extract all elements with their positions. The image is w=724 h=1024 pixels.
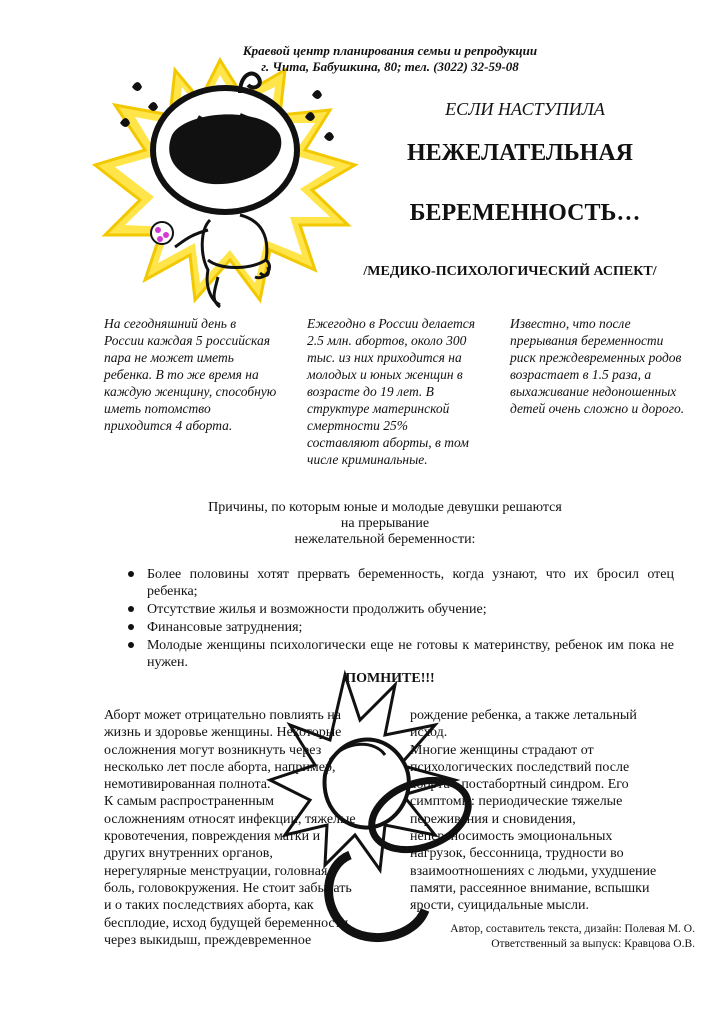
text-line: бесплодие, исход будущей беременности [104,915,349,931]
text-line: К самым распространенным [104,794,275,810]
text-line: жизнь и здоровье женщины. Некоторые [104,725,342,741]
remember-heading: ПОМНИТЕ!!! [345,671,435,686]
title-line-2: БЕРЕМЕННОСТЬ… [409,200,641,226]
list-item: Финансовые затруднения; [124,619,674,636]
bullet-icon [128,624,134,630]
credits [405,922,695,952]
bullet-icon [128,642,134,648]
reasons-heading-line-1: Причины, по которым юные и молодые девушки решаются [208,500,562,515]
bullet-icon [128,571,134,577]
text-line: рождение ребенка, а также летальный [410,708,637,723]
credits-author: Автор, составитель текста, дизайн: Полевая М. О. [450,923,695,935]
text-line: ярости, суицидальные мысли. [410,898,590,914]
list-item: Более половины хотят прервать беременность, когда узнают, что их бросил отец ребенка; [124,566,674,600]
fact-column-1: На сегодняшний день в России каждая 5 российская пара не может иметь ребенка. В то же время на каждую женщину, способную иметь потомство приходится 4 аборта. [104,316,277,433]
bullet-icon [128,606,134,612]
text-line: аборта - постабортный синдром. Его [410,777,629,793]
text-line: Аборт может отрицательно повлиять на [104,708,341,723]
text-line: кровотечения, повреждения матки и [104,829,321,845]
reasons-heading-line-2: на прерывание [340,516,430,531]
reasons-heading [130,500,640,548]
title-pre: ЕСЛИ НАСТУПИЛА [445,99,605,119]
complications-left-column [104,707,366,949]
complications-right-column [410,707,675,915]
clinic-name: Краевой центр планирования семьи и репродукции [242,43,538,58]
text-line: осложнения могут возникнуть через [104,742,322,758]
reasons-heading-line-3: нежелательной беременности: [294,532,476,547]
fact-column-3: Известно, что после прерывания беременности риск преждевременных родов возрастает в 1.5 раза, а выхаживание недоношенных детей очень сложно и дорого. [510,316,685,416]
credits-responsible: Ответственный за выпуск: Кравцова О.В. [491,938,695,950]
text-line: осложнениям относят инфекции, тяжелые [104,811,356,827]
clinic-header [180,43,600,75]
text-line: других внутренних органов, [104,846,273,862]
text-line: и о таких последствиях аборта, как [104,898,314,914]
text-line: переживания и сновидения, [410,811,576,827]
text-line: памяти, рассеянное внимание, вспышки [410,880,650,896]
text-line: несколько лет после аборта, например, [104,759,336,775]
text-line: психологических последствий после [410,759,630,775]
subtitle-aspect: /МЕДИКО-ПСИХОЛОГИЧЕСКИЙ АСПЕКТ/ [363,264,657,279]
text-line: исход. [410,725,448,741]
text-line: взаимоотношениях с людьми, ухудшение [410,863,657,879]
text-line: боль, головокружения. Не стоит забывать [104,880,352,896]
text-line: симптомы: периодические тяжелые [410,794,623,810]
clinic-address: г. Чита, Бабушкина, 80; тел. (3022) 32-59-08 [261,59,519,74]
text-line: нерегулярные менструации, головная [104,863,328,879]
reasons-list [124,566,674,672]
text-line: через выкидыш, преждевременное [104,932,312,948]
text-line: Многие женщины страдают от [410,742,594,758]
fact-column-2: Ежегодно в России делается 2.5 млн. абортов, около 300 тыс. из них приходится на молодых и юных женщин в возрасте до 19 лет. В структуре материнской смертности 25% составляют аборты, в том числе криминальные. [307,316,475,467]
title-line-1: НЕЖЕЛАТЕЛЬНАЯ [407,140,633,166]
text-line: нагрузок, бессонница, трудности во [410,846,624,862]
text-line: непереносимость эмоциональных [410,829,613,845]
text-line: немотивированная полнота. [104,777,271,793]
list-item: Молодые женщины психологически еще не готовы к материнству, ребенок им пока не нужен. [124,637,674,671]
list-item: Отсутствие жилья и возможности продолжить обучение; [124,601,674,618]
